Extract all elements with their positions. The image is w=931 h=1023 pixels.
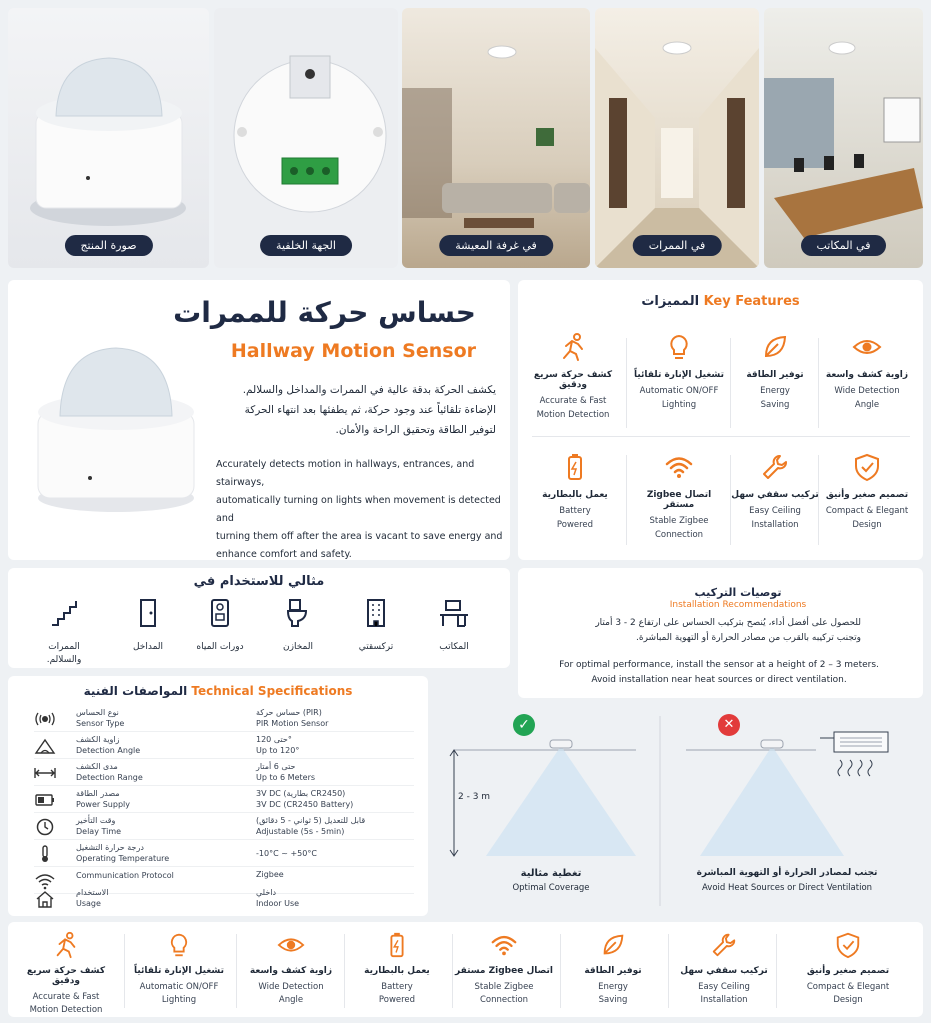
spec-label-ar: نوع الحساس xyxy=(76,708,119,717)
shield-check-icon xyxy=(852,452,882,482)
wrench-icon xyxy=(709,930,739,960)
bottom-feature-zigbee xyxy=(454,930,554,1007)
feature-label-en: Powered xyxy=(378,995,416,1005)
thermometer-icon xyxy=(34,845,56,863)
feature-label-ar: تصميم صغير وأنيق xyxy=(825,490,909,500)
install-title-ar: توصيات التركيب xyxy=(694,586,782,599)
spec-label-ar: مصدر الطاقة xyxy=(76,789,120,798)
feature-label-en: Angle xyxy=(278,995,304,1005)
feature-label-en: Energy xyxy=(598,982,628,992)
feature-label-en: Installation xyxy=(751,520,799,530)
spec-row xyxy=(34,706,414,732)
desc-en-line: Accurately detects motion in hallways, entrances, and stairways, xyxy=(216,459,475,488)
sensor-product-image xyxy=(16,320,216,520)
wifi-icon xyxy=(664,452,694,482)
feature-label-ar: تركيب سقفي سهل xyxy=(680,966,768,976)
feature-label-en: Battery xyxy=(381,982,413,992)
spec-row xyxy=(34,886,414,912)
eye-icon xyxy=(276,930,306,960)
feature-label-en: Accurate & Fast xyxy=(539,396,607,406)
building-icon xyxy=(360,597,392,629)
living-room-photo xyxy=(402,8,590,268)
bottom-feature-energy xyxy=(563,930,663,1007)
gallery-caption: في المكاتب xyxy=(801,235,887,256)
feature-label-en: Angle xyxy=(854,400,880,410)
feature-label-ar: تشغيل الإنارة تلقائياً xyxy=(134,966,224,976)
good-label-ar: تغطية مثالية xyxy=(520,868,582,879)
usage-title: مثالي للاستخدام في xyxy=(193,574,325,589)
feature-energy xyxy=(730,332,820,412)
feature-label-en: Accurate & Fast xyxy=(32,992,100,1002)
feature-label-en: Installation xyxy=(700,995,748,1005)
gallery-caption: في الممرات xyxy=(633,235,722,256)
battery-icon xyxy=(560,452,590,482)
feature-lighting xyxy=(634,332,724,412)
install-text-line: وتجنب تركيبه بالقرب من مصادر الحرارة أو التهوية المباشرة. xyxy=(636,633,861,643)
range-icon xyxy=(34,764,56,782)
spec-label-ar: زاوية الكشف xyxy=(76,735,120,744)
usage-label: دورات المياه xyxy=(196,642,244,652)
feature-label-ar: تركيب سقفي سهل xyxy=(731,490,819,500)
feature-label-ar: زاوية كشف واسعة xyxy=(825,370,909,380)
bottom-feature-lighting xyxy=(129,930,229,1007)
specs-title xyxy=(8,684,428,698)
installation-diagram xyxy=(436,706,923,916)
usage-label: المخازن xyxy=(283,642,313,652)
battery-icon xyxy=(382,930,412,960)
spec-label-en: Communication Protocol xyxy=(76,871,174,880)
feature-label-en: Automatic ON/OFF xyxy=(639,386,719,396)
feature-label-en: Lighting xyxy=(161,995,197,1005)
spec-label-ar: مدى الكشف xyxy=(76,762,118,771)
good-label-en: Optimal Coverage xyxy=(512,883,590,893)
office-photo xyxy=(764,8,923,268)
feature-label-en: Wide Detection xyxy=(834,386,900,396)
feature-label-en: Compact & Elegant xyxy=(825,506,909,516)
usage-label: المداخل xyxy=(132,642,164,652)
bad-label-ar: تجنب لمصادر الحرارة أو التهوية المباشرة xyxy=(696,868,878,878)
product-photo xyxy=(8,8,209,268)
usage-bathrooms xyxy=(190,597,250,654)
feature-label-en: Motion Detection xyxy=(536,410,610,420)
desc-en-line: automatically turning on lights when movement is detected and xyxy=(216,495,501,524)
feature-label-en: Energy xyxy=(760,386,790,396)
angle-icon xyxy=(34,737,56,755)
spec-row xyxy=(34,787,414,813)
spec-label-en: Usage xyxy=(76,899,101,908)
product-description-en xyxy=(216,456,506,560)
hallway-image xyxy=(595,8,759,268)
feature-label-ar: زاوية كشف واسعة xyxy=(249,966,333,976)
feature-label-en: Compact & Elegant xyxy=(806,982,890,992)
install-text-line: Avoid installation near heat sources or direct ventilation. xyxy=(591,675,847,685)
running-person-icon xyxy=(51,930,81,960)
spec-value: Zigbee xyxy=(256,870,284,879)
usage-label: الممرات xyxy=(48,642,80,652)
spec-label-ar: الاستخدام xyxy=(76,888,109,897)
install-title-en: Installation Recommendations xyxy=(669,600,807,610)
gallery-caption: في غرفة المعيشة xyxy=(439,235,553,256)
door-icon xyxy=(132,597,164,629)
desc-ar-line: الإضاءة تلقائياً عند وجود حركة، ثم يطفئها بعد انتهاء الحركة xyxy=(244,404,496,416)
leaf-icon xyxy=(760,332,790,362)
install-text-line: For optimal performance, install the sensor at a height of 2 – 3 meters. xyxy=(559,660,879,670)
desk-icon xyxy=(438,597,470,629)
eye-icon xyxy=(852,332,882,362)
shield-check-icon xyxy=(833,930,863,960)
usage-label: المكاتب xyxy=(439,642,469,652)
spec-label-ar: درجة حرارة التشغيل xyxy=(76,843,144,852)
back-photo xyxy=(214,8,398,268)
feature-motion xyxy=(528,332,618,422)
living-room-image xyxy=(402,8,590,268)
power-icon xyxy=(34,791,56,809)
usage-buildings xyxy=(346,597,406,654)
good-check-icon: ✓ xyxy=(513,714,535,736)
clock-icon xyxy=(34,818,56,836)
features-title-en: Key Features xyxy=(703,294,800,309)
feature-battery xyxy=(530,452,620,532)
install-text-line: للحصول على أفضل أداء، يُنصح بتركيب الحساس على ارتفاع 2 - 3 أمتار xyxy=(595,618,861,628)
usage-label: والسلالم. xyxy=(46,655,82,665)
product-title-ar: حساس حركة للممرات xyxy=(173,296,476,329)
gallery-caption: الجهة الخلفية xyxy=(260,235,352,256)
sensor-front-image xyxy=(8,8,209,268)
product-description-ar xyxy=(206,380,496,440)
install-text-en xyxy=(528,658,910,688)
spec-label-en: Power Supply xyxy=(76,800,130,809)
spec-label-ar: وقت التأخير xyxy=(76,816,116,825)
leaf-icon xyxy=(598,930,628,960)
bottom-feature-angle xyxy=(241,930,341,1007)
product-intro-panel xyxy=(8,280,510,560)
feature-label-en: Connection xyxy=(479,995,529,1005)
sensor-icon xyxy=(34,710,56,728)
spec-value-en: Up to 6 Meters xyxy=(256,773,316,782)
usage-entrances xyxy=(118,597,178,654)
feature-label-en: Stable Zigbee xyxy=(649,516,709,526)
feature-label-en: Powered xyxy=(556,520,594,530)
feature-label-en: Automatic ON/OFF xyxy=(139,982,219,992)
features-title-ar: المميزات xyxy=(641,294,700,309)
lightbulb-icon xyxy=(664,332,694,362)
spec-row xyxy=(34,814,414,840)
running-person-icon xyxy=(558,332,588,362)
spec-label-en: Operating Temperature xyxy=(76,854,170,863)
bad-label-en: Avoid Heat Sources or Direct Ventilation xyxy=(701,883,873,893)
spec-value-ar: حتى 120° xyxy=(256,735,292,744)
spec-value-en: Indoor Use xyxy=(256,899,300,908)
product-title-en: Hallway Motion Sensor xyxy=(230,340,476,362)
spec-value-en: Adjustable (5s - 5min) xyxy=(256,827,345,836)
usage-label: تركسقتي xyxy=(358,642,394,652)
spec-value-en: Up to 120° xyxy=(256,746,300,755)
wrench-icon xyxy=(760,452,790,482)
usage-stairs xyxy=(34,597,94,667)
feature-label-ar: يعمل بالبطارية xyxy=(542,490,608,500)
spec-value-ar: قابل للتعديل (5 ثواني - 5 دقائق) xyxy=(256,816,366,825)
spec-label-en: Detection Angle xyxy=(76,746,141,755)
feature-label-en: Design xyxy=(852,520,882,530)
office-image xyxy=(764,8,923,268)
feature-label-en: Saving xyxy=(598,995,628,1005)
spec-value-en: PIR Motion Sensor xyxy=(256,719,329,728)
feature-label-en: Motion Detection xyxy=(29,1005,103,1015)
bad-cross-icon: ✕ xyxy=(718,714,740,736)
hallway-photo xyxy=(595,8,759,268)
desc-ar-line: يكشف الحركة بدقة عالية في الممرات والمداخل والسلالم. xyxy=(242,384,496,396)
features-title xyxy=(518,294,923,309)
feature-label-ar: كشف حركة سريع ودقيق xyxy=(26,966,106,986)
spec-value-ar: -10°C ~ +50°C xyxy=(256,849,317,858)
feature-label-ar: توفير الطاقة xyxy=(584,966,642,976)
home-icon xyxy=(34,890,56,908)
feature-label-ar: توفير الطاقة xyxy=(746,370,804,380)
feature-label-en: Lighting xyxy=(661,400,697,410)
feature-label-ar: تصميم صغير وأنيق xyxy=(806,966,890,976)
toilet-icon xyxy=(282,597,314,629)
spec-value-ar: 3V DC (بطارية CR2450) xyxy=(256,789,346,798)
install-text-ar xyxy=(541,616,861,646)
feature-angle xyxy=(822,332,912,412)
bottom-feature-installation xyxy=(674,930,774,1007)
installation-panel xyxy=(518,568,923,698)
feature-design xyxy=(822,452,912,532)
bottom-feature-design xyxy=(798,930,898,1007)
lightbulb-icon xyxy=(164,930,194,960)
spec-label-en: Sensor Type xyxy=(76,719,125,728)
usage-storage xyxy=(268,597,328,654)
specs-title-en: Technical Specifications xyxy=(191,684,353,698)
wifi-icon xyxy=(489,930,519,960)
feature-label-en: Connection xyxy=(654,530,704,540)
spec-label-en: Detection Range xyxy=(76,773,143,782)
specs-title-ar: المواصفات الفنية xyxy=(83,684,188,698)
feature-label-ar: يعمل بالبطارية xyxy=(364,966,430,976)
feature-label-ar: كشف حركة سريع ودقيق xyxy=(533,370,613,390)
feature-label-en: Stable Zigbee xyxy=(474,982,534,992)
desc-ar-line: لتوفير الطاقة وتحقيق الراحة والأمان. xyxy=(335,424,496,436)
spec-row xyxy=(34,841,414,867)
feature-label-ar: تشغيل الإنارة تلقائياً xyxy=(634,370,724,380)
desc-en-line: enhance comfort and safety. xyxy=(216,549,352,560)
spec-value-en: 3V DC (CR2450 Battery) xyxy=(256,800,354,809)
stairs-icon xyxy=(48,597,80,629)
feature-label-ar: اتصال Zigbee مستقر xyxy=(646,490,712,510)
height-label: 2 - 3 m xyxy=(458,792,491,802)
feature-zigbee xyxy=(634,452,724,542)
usage-offices xyxy=(424,597,484,654)
bottom-feature-motion xyxy=(16,930,116,1017)
bathroom-icon xyxy=(204,597,236,629)
sensor-back-image xyxy=(214,8,398,268)
spec-value-ar: حتى 6 أمتار xyxy=(256,762,296,771)
spec-value-ar: حساس حركة (PIR) xyxy=(256,708,322,717)
key-features-panel xyxy=(518,280,923,560)
bottom-feature-battery xyxy=(347,930,447,1007)
feature-label-en: Design xyxy=(833,995,863,1005)
feature-label-ar: اتصال Zigbee مستقر xyxy=(455,966,553,976)
desc-en-line: turning them off after the area is vacant to save energy and xyxy=(216,531,503,542)
spec-value-ar: داخلي xyxy=(256,888,277,897)
gallery-caption: صورة المنتج xyxy=(64,235,152,256)
spec-label-en: Delay Time xyxy=(76,827,122,836)
spec-row xyxy=(34,760,414,786)
feature-label-en: Wide Detection xyxy=(258,982,324,992)
feature-label-en: Battery xyxy=(559,506,591,516)
feature-label-en: Saving xyxy=(760,400,790,410)
feature-label-en: Easy Ceiling xyxy=(698,982,750,992)
feature-label-en: Easy Ceiling xyxy=(749,506,801,516)
spec-row xyxy=(34,733,414,759)
feature-installation xyxy=(730,452,820,532)
